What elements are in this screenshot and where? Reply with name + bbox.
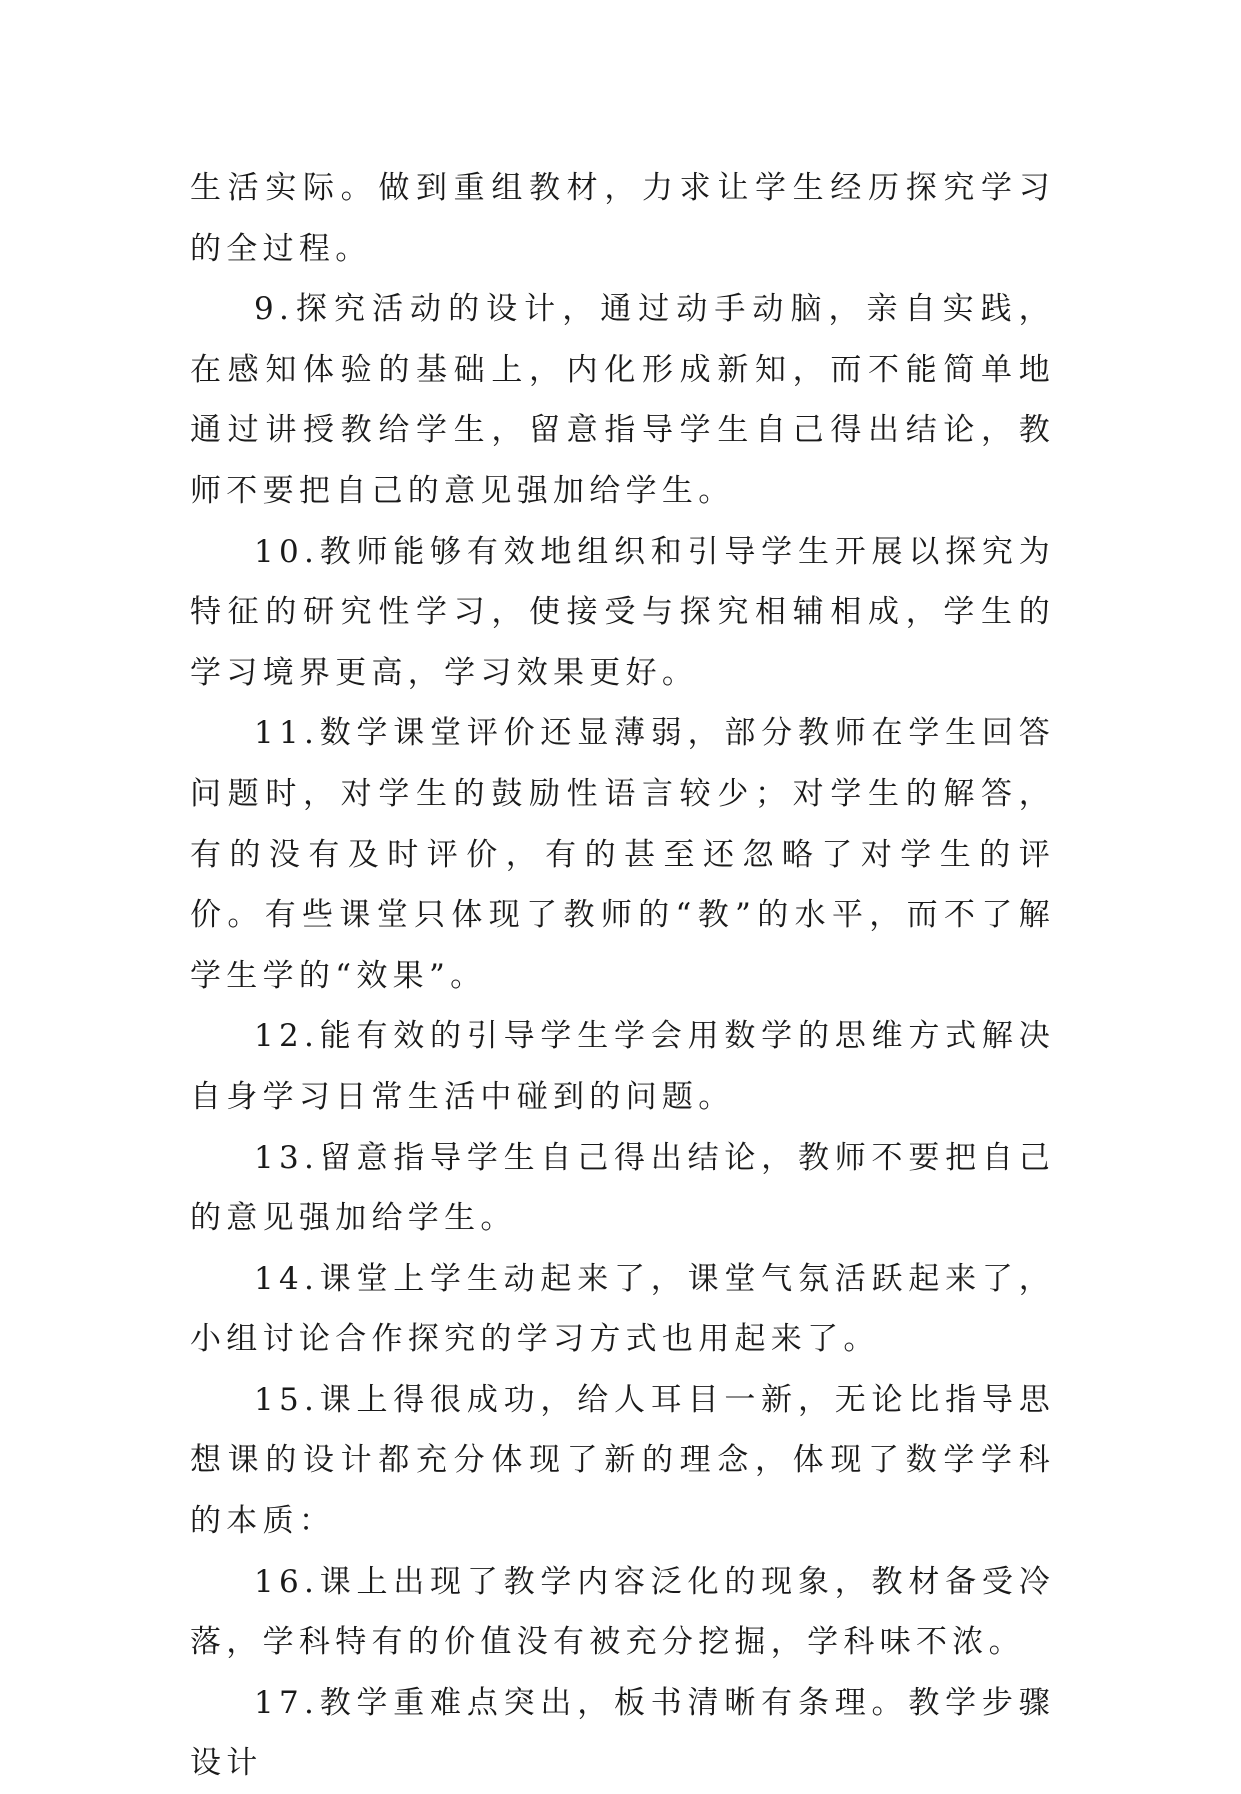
paragraph-item-16: 16.课上出现了教学内容泛化的现象，教材备受冷落，学科特有的价值没有被充分挖掘，学科味不浓。 (190, 1563, 1055, 1661)
paragraph-item-11: 11.数学课堂评价还显薄弱，部分教师在学生回答问题时，对学生的鼓励性语言较少；对学生的解答，有的没有及时评价，有的甚至还忽略了对学生的评价。有些课堂只体现了教师的“教”的水平，而不了解学生学的“效果”。 (190, 715, 1055, 994)
paragraph-item-9: 9.探究活动的设计，通过动手动脑，亲自实践，在感知体验的基础上，内化形成新知，而不能简单地通过讲授教给学生，留意指导学生自己得出结论，教师不要把自己的意见强加给学生。 (190, 291, 1055, 509)
paragraph-item-17: 17.教学重难点突出，板书清晰有条理。教学步骤设计 (190, 1684, 1055, 1782)
paragraph-item-10: 10.教师能够有效地组织和引导学生开展以探究为特征的研究性学习，使接受与探究相辅相成，学生的学习境界更高，学习效果更好。 (190, 533, 1055, 691)
paragraph-item-12: 12.能有效的引导学生学会用数学的思维方式解决自身学习日常生活中碰到的问题。 (190, 1018, 1055, 1115)
document-body (190, 158, 1055, 1794)
paragraph-continuation: 生活实际。做到重组教材，力求让学生经历探究学习的全过程。 (190, 170, 1055, 267)
paragraph-item-13: 13.留意指导学生自己得出结论，教师不要把自己的意见强加给学生。 (190, 1139, 1055, 1237)
paragraph-item-15: 15.课上得很成功，给人耳目一新，无论比指导思想课的设计都充分体现了新的理念，体现了数学学科的本质： (190, 1381, 1055, 1540)
paragraph-item-14: 14.课堂上学生动起来了，课堂气氛活跃起来了，小组讨论合作探究的学习方式也用起来了。 (190, 1260, 1055, 1358)
